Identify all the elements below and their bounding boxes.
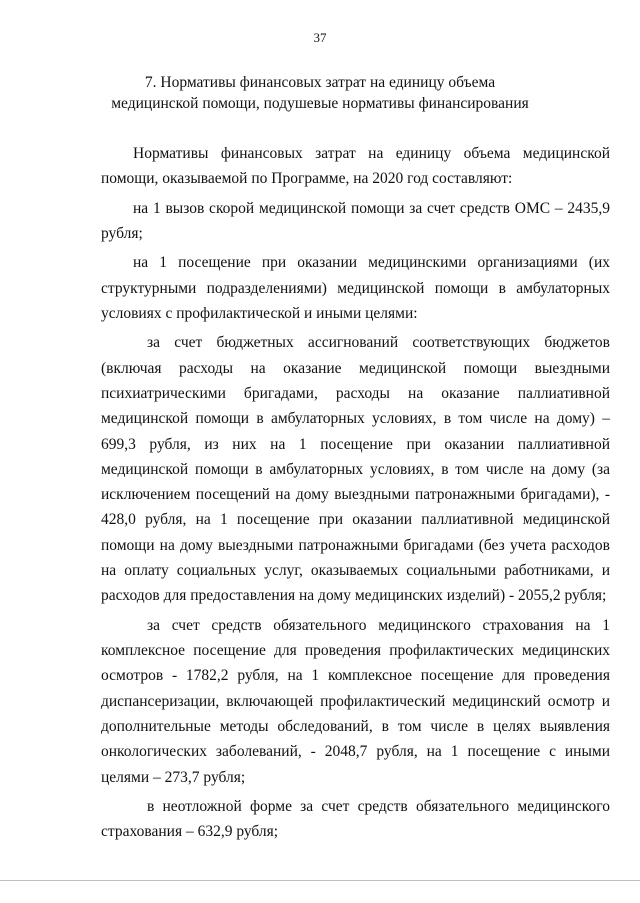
paragraph-oms-funding: за счет средств обязательного медицинского страхования на 1 комплексное посещение для проведения профилактических медицинских осмотров - 1782,2 рубля, на 1 комплексное посещение для проведения диспансеризации, включающей профилактический медицинский осмотр и дополнительные методы обследований, в том числе в целях выявления онкологических заболеваний, - 2048,7 рубля, на 1 посещение с иными целями – 273,7 рубля; xyxy=(101,616,610,786)
section-heading-line-2: медицинской помощи, подушевые нормативы финансирования xyxy=(111,95,529,112)
section-heading xyxy=(60,72,580,114)
paragraph-urgent-care: в неотложной форме за счет средств обязательного медицинского страхования – 632,9 рубля; xyxy=(101,797,610,841)
section-heading-line-1: 7. Нормативы финансовых затрат на единицу объема xyxy=(144,74,496,91)
paragraph-intro: Нормативы финансовых затрат на единицу объема медицинской помощи, оказываемой по Программе, на 2020 год составляют: xyxy=(101,145,610,188)
page-number: 37 xyxy=(313,30,327,45)
paragraph-budget-funding: за счет бюджетных ассигнований соответствующих бюджетов (включая расходы на оказание медицинской помощи выездными психиатрическими бригадами, расходы на оказание паллиативной медицинской помощи в амбулаторных условиях, в том числе на дому) – 699,3 рубля, из них на 1 посещение при оказании паллиативной медицинской помощи в амбулаторных условиях, в том числе на дому (за исключением посещений на дому выездными патронажными бригадами), - 428,0 рубля, на 1 посещение при оказании паллиативной медицинской помощи на дому выездными патронажными бригадами (без учета расходов на оплату социальных услуг, оказываемых социальными работниками, и расходов для предоставления на дому медицинских изделий) - 2055,2 рубля; xyxy=(101,334,610,605)
paragraph-outpatient-visit: на 1 посещение при оказании медицинскими организациями (их структурными подразделениями) медицинской помощи в амбулаторных условиях с профилактической и иными целями: xyxy=(101,254,610,322)
body-text xyxy=(101,141,610,849)
bottom-divider xyxy=(0,880,640,881)
paragraph-ambulance-call: на 1 вызов скорой медицинской помощи за счет средств ОМС – 2435,9 рубля; xyxy=(101,199,610,242)
